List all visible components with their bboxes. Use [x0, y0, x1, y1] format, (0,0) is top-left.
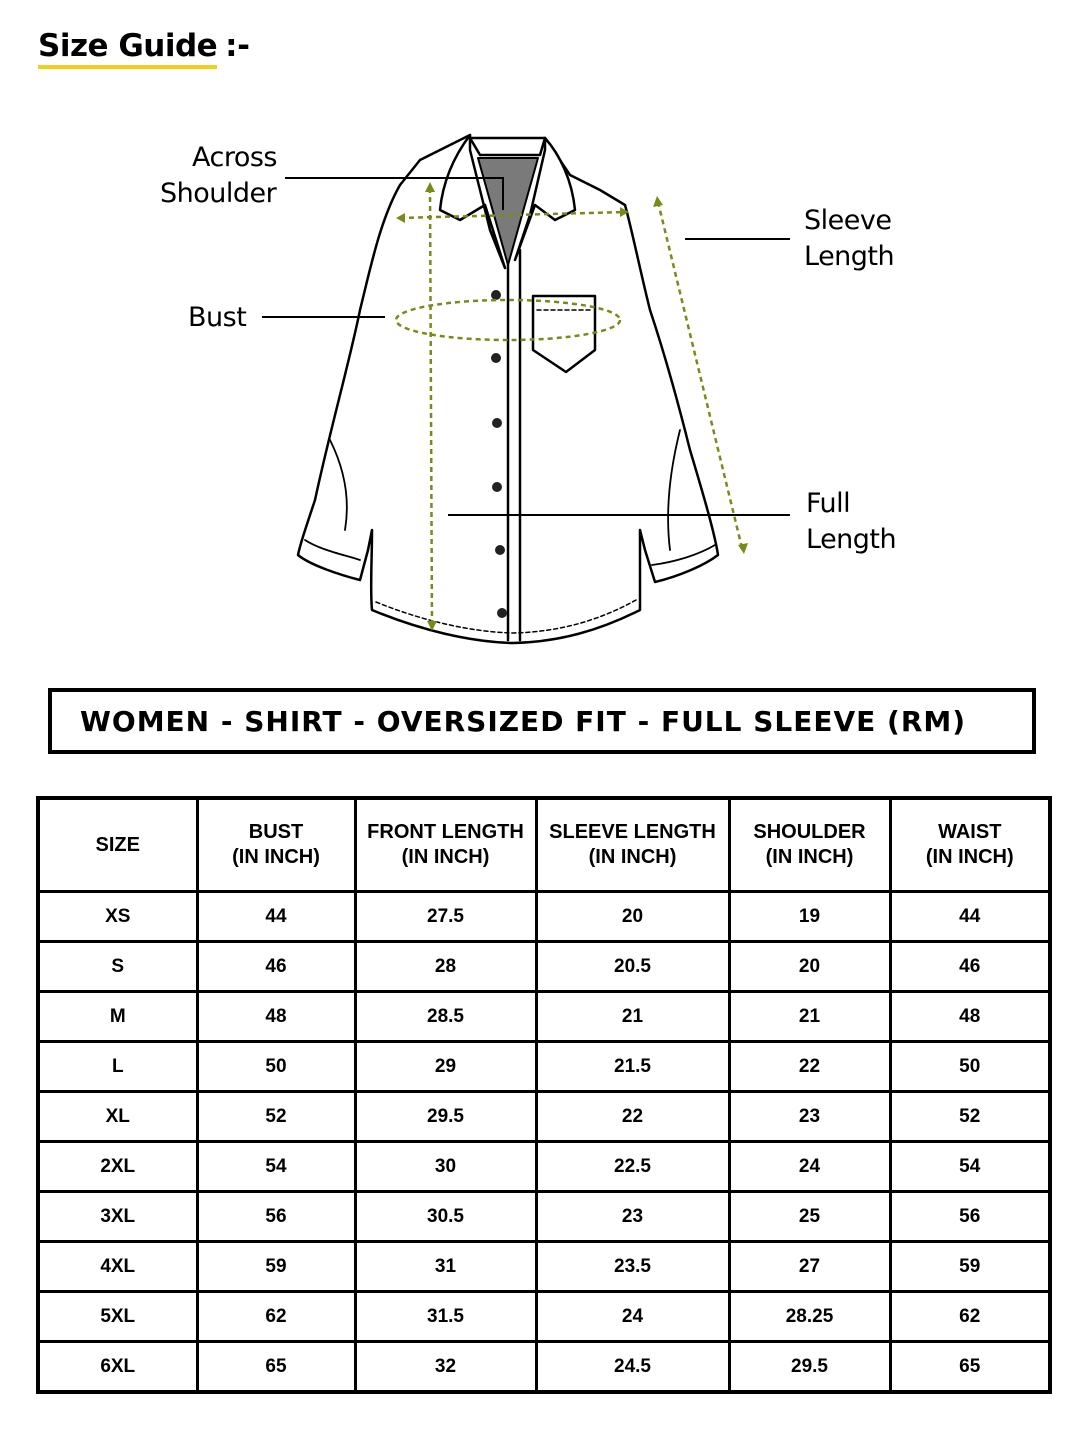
column-header-name: SIZE	[95, 833, 140, 856]
table-row	[38, 1142, 1050, 1192]
size-cell: 6XL	[38, 1342, 197, 1393]
column-header-unit: (IN INCH)	[925, 846, 1014, 868]
callout-full-length-line2: Length	[806, 524, 897, 555]
size-cell: M	[38, 992, 197, 1042]
callout-across-shoulder	[192, 140, 277, 176]
measurement-cell: 52	[890, 1092, 1050, 1142]
measurement-cell: 28	[355, 942, 536, 992]
measurement-cell: 62	[197, 1292, 355, 1342]
size-cell: XL	[38, 1092, 197, 1142]
measurement-cell: 65	[890, 1342, 1050, 1393]
column-header	[197, 798, 355, 892]
heading-suffix: :-	[225, 28, 250, 64]
measurement-cell: 27.5	[355, 892, 536, 942]
column-header	[355, 798, 536, 892]
table-row	[38, 1342, 1050, 1393]
column-header	[729, 798, 890, 892]
table-row	[38, 1192, 1050, 1242]
full-length-line	[430, 188, 432, 625]
table-row	[38, 942, 1050, 992]
table-row	[38, 1092, 1050, 1142]
measurement-cell: 30.5	[355, 1192, 536, 1242]
measurement-cell: 23	[729, 1092, 890, 1142]
measurement-cell: 20	[536, 892, 729, 942]
size-cell: 2XL	[38, 1142, 197, 1192]
table-row	[38, 1292, 1050, 1342]
measurement-cell: 32	[355, 1342, 536, 1393]
placket	[508, 250, 520, 640]
table-row	[38, 992, 1050, 1042]
column-header	[536, 798, 729, 892]
column-header-unit: (IN INCH)	[232, 846, 320, 868]
measurement-cell: 46	[890, 942, 1050, 992]
measurement-cell: 29.5	[729, 1342, 890, 1393]
measurement-cell: 52	[197, 1092, 355, 1142]
heading-title: Size Guide	[38, 28, 217, 69]
shirt-diagram	[0, 110, 1080, 670]
callout-sleeve-length-line2: Length	[804, 241, 895, 272]
callout-sleeve-length	[804, 203, 894, 275]
measurement-cell: 20.5	[536, 942, 729, 992]
callout-sleeve-length-line1: Sleeve	[804, 205, 892, 236]
table-row	[38, 1042, 1050, 1092]
measurement-cell: 29.5	[355, 1092, 536, 1142]
size-cell: 4XL	[38, 1242, 197, 1292]
size-chart-table	[36, 796, 1052, 1394]
table-row	[38, 892, 1050, 942]
measurement-cell: 21	[536, 992, 729, 1042]
column-header-name: FRONT LENGTH	[367, 821, 524, 843]
size-cell: XS	[38, 892, 197, 942]
size-cell: 5XL	[38, 1292, 197, 1342]
column-header-name: BUST	[248, 821, 304, 843]
measurement-cell: 23.5	[536, 1242, 729, 1292]
table-header-row	[38, 798, 1050, 892]
measurement-cell: 56	[890, 1192, 1050, 1242]
measurement-cell: 54	[890, 1142, 1050, 1192]
column-header-unit: (IN INCH)	[401, 846, 490, 868]
measurement-cell: 29	[355, 1042, 536, 1092]
measurement-cell: 28.25	[729, 1292, 890, 1342]
callout-bust: Bust	[188, 302, 247, 333]
measurement-cell: 59	[890, 1242, 1050, 1292]
measurement-cell: 24.5	[536, 1342, 729, 1393]
measurement-cell: 22	[536, 1092, 729, 1142]
column-header	[890, 798, 1050, 892]
measurement-cell: 22	[729, 1042, 890, 1092]
measurement-cell: 50	[197, 1042, 355, 1092]
measurement-cell: 21.5	[536, 1042, 729, 1092]
column-header-name: WAIST	[938, 821, 1002, 843]
column-header-name: SLEEVE LENGTH	[549, 821, 716, 843]
measurement-cell: 21	[729, 992, 890, 1042]
product-title: WOMEN - SHIRT - OVERSIZED FIT - FULL SLEEVE (RM)	[80, 704, 967, 738]
size-cell: 3XL	[38, 1192, 197, 1242]
table-row	[38, 1242, 1050, 1292]
measurement-cell: 31	[355, 1242, 536, 1292]
callout-full-length	[806, 486, 896, 558]
measurement-cell: 24	[536, 1292, 729, 1342]
page-heading	[38, 28, 249, 64]
measurement-cell: 48	[197, 992, 355, 1042]
measurement-cell: 62	[890, 1292, 1050, 1342]
callout-across-shoulder-line1: Across	[192, 142, 278, 173]
product-title-box	[48, 688, 1036, 754]
measurement-cell: 30	[355, 1142, 536, 1192]
measurement-cell: 56	[197, 1192, 355, 1242]
column-header-unit: (IN INCH)	[588, 846, 677, 868]
column-header	[38, 798, 197, 892]
measurement-cell: 46	[197, 942, 355, 992]
measurement-cell: 22.5	[536, 1142, 729, 1192]
measurement-cell: 27	[729, 1242, 890, 1292]
measurement-cell: 54	[197, 1142, 355, 1192]
table-body	[38, 892, 1050, 1393]
callout-full-length-line1: Full	[806, 488, 851, 519]
callout-across-shoulder-2	[160, 176, 276, 212]
size-cell: L	[38, 1042, 197, 1092]
measurement-cell: 44	[197, 892, 355, 942]
measurement-cell: 20	[729, 942, 890, 992]
measurement-cell: 31.5	[355, 1292, 536, 1342]
measurement-cell: 28.5	[355, 992, 536, 1042]
measurement-cell: 19	[729, 892, 890, 942]
measurement-cell: 59	[197, 1242, 355, 1292]
measurement-cell: 24	[729, 1142, 890, 1192]
measurement-cell: 23	[536, 1192, 729, 1242]
size-cell: S	[38, 942, 197, 992]
measurement-cell: 25	[729, 1192, 890, 1242]
column-header-unit: (IN INCH)	[765, 846, 854, 868]
measurement-cell: 65	[197, 1342, 355, 1393]
callout-across-shoulder-line2: Shoulder	[160, 178, 277, 209]
column-header-name: SHOULDER	[753, 821, 866, 843]
collar-inner	[470, 138, 545, 155]
measurement-cell: 50	[890, 1042, 1050, 1092]
measurement-cell: 44	[890, 892, 1050, 942]
measurement-cell: 48	[890, 992, 1050, 1042]
